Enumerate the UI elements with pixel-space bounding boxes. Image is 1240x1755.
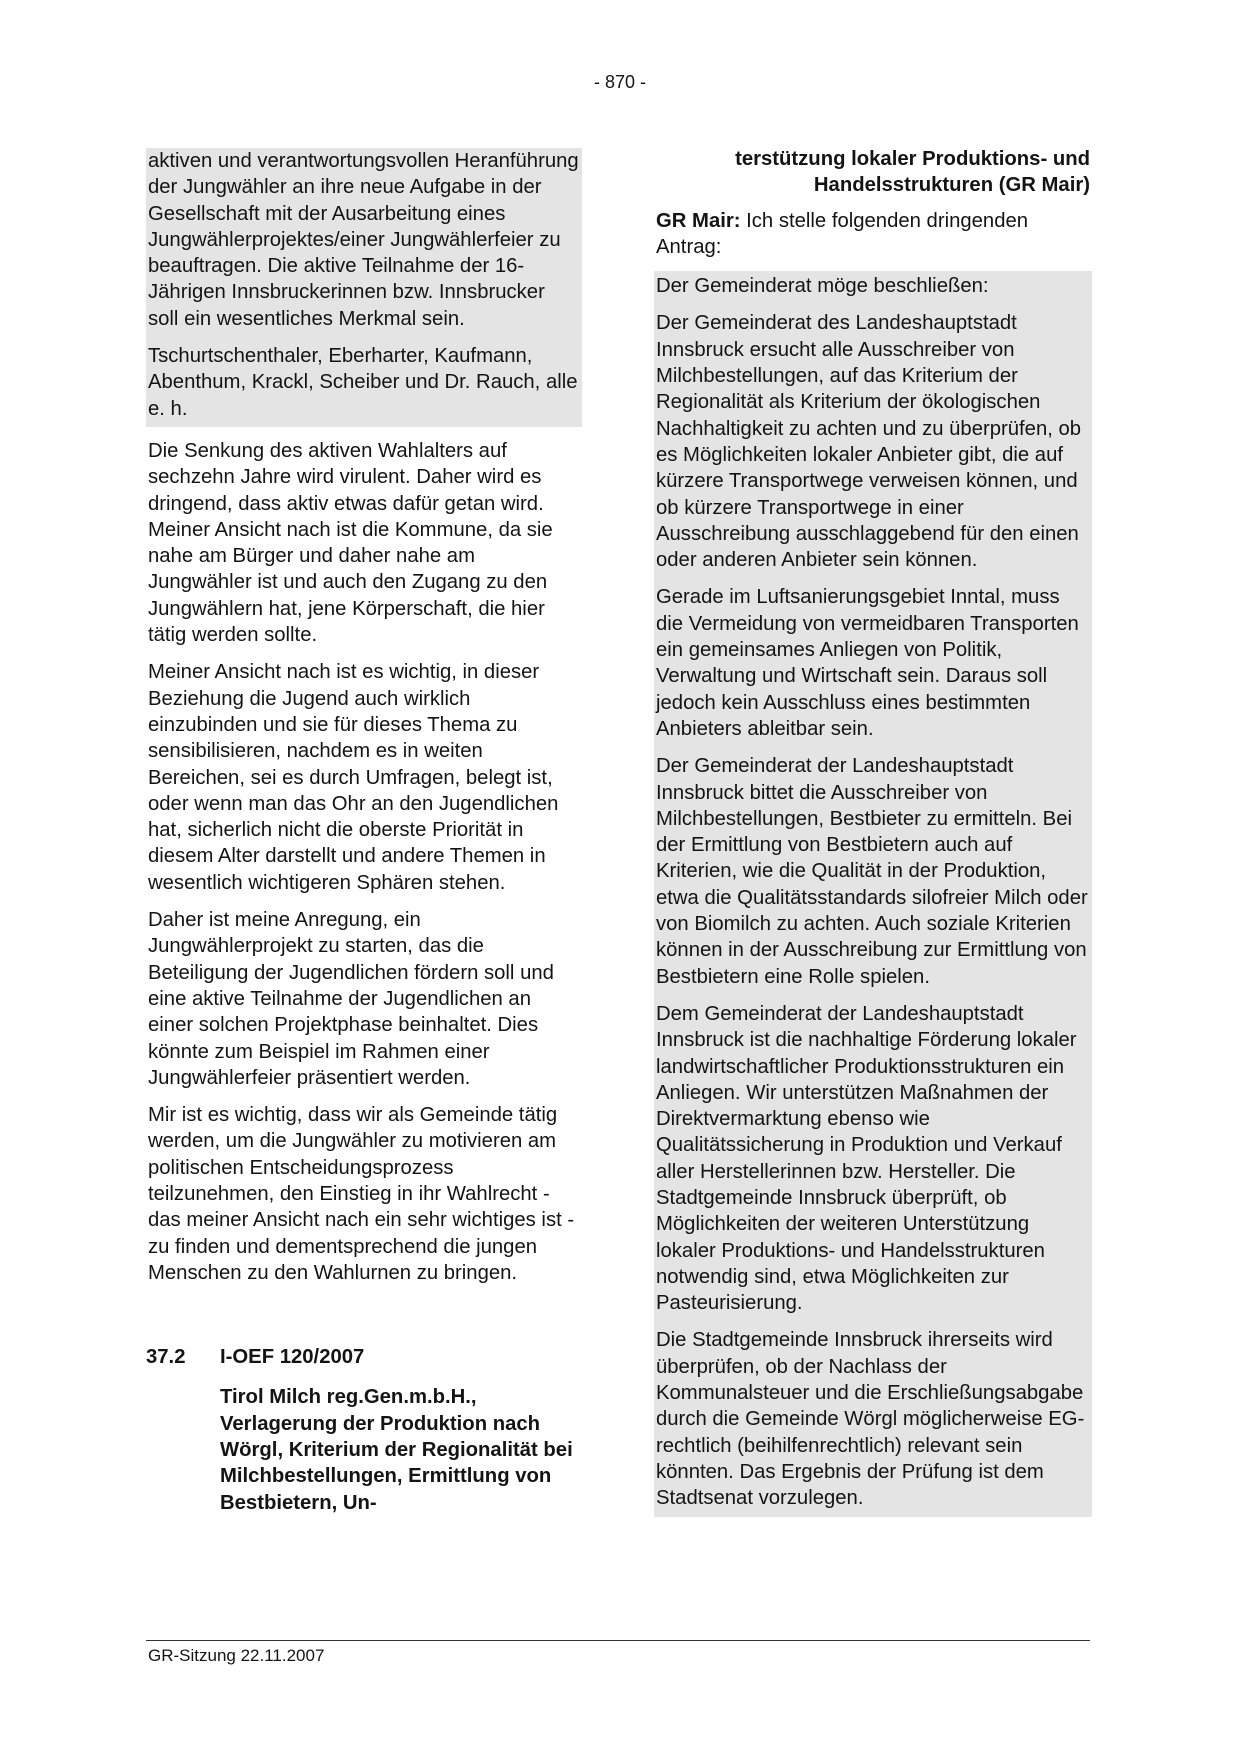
section-title: Tirol Milch reg.Gen.m.b.H., Verlagerung der Produktion nach Wörgl, Kriterium der Regionalität bei Milchbestellungen, Ermittlung von Bestbietern, Un- xyxy=(220,1386,573,1514)
intro-text: Ich stelle folgenden dringenden Antrag: xyxy=(656,209,1029,258)
motion-paragraph: Der Gemeinderat der Landeshauptstadt Innsbruck bittet die Ausschreiber von Milchbestellungen, Bestbieter zu ermitteln. Bei der Ermittlung von Bestbietern auch auf Kriterien, wie die Qualität in der Produktion, etwa die Qualitätsstandards silofreier Milch oder von Biomilch zu achten. Auch soziale Kriterien können in der Ausschreibung zur Ermittlung von Bestbietern eine Rolle spielen. xyxy=(656,755,1088,988)
intro-paragraph xyxy=(654,208,1092,261)
motion-signatories: Tschurtschenthaler, Eberharter, Kaufmann, Abenthum, Krackl, Scheiber und Dr. Rauch, alle e. h. xyxy=(148,345,578,420)
section-heading xyxy=(146,1344,582,1370)
footer-text: GR-Sitzung 22.11.2007 xyxy=(148,1646,325,1665)
motion-paragraph: Der Gemeinderat des Landeshauptstadt Innsbruck ersucht alle Ausschreiber von Milchbestellungen, auf das Kriterium der Regionalität als Kriterium der ökologischen Nachhaltigkeit zu achten und zu überprüfen, ob es Möglichkeiten lokaler Anbieter gibt, die auf kürzere Transportwege verweisen können, und ob kürzere Transportwege in einer Ausschreibung ausschlaggebend für den einen oder anderen Anbieter sein können. xyxy=(656,312,1082,572)
motion-shaded-block xyxy=(654,271,1092,1516)
motion-shaded-block xyxy=(146,148,582,427)
motion-paragraph: Gerade im Luftsanierungsgebiet Inntal, muss die Vermeidung von vermeidbaren Transporten ein gemeinsames Anliegen von Politik, Verwaltung und Wirtschaft sein. Daraus soll jedoch kein Ausschluss eines bestimmten Anbieters ableitbar sein. xyxy=(656,586,1079,740)
section-number: 37.2 xyxy=(146,1346,186,1369)
motion-paragraph: Dem Gemeinderat der Landeshauptstadt Innsbruck ist die nachhaltige Förderung lokaler landwirtschaftlicher Produktionsstrukturen ein Anliegen. Wir unterstützen Maßnahmen der Direktvermarktung ebenso wie Qualitätssicherung in Produktion und Verkauf aller Herstellerinnen bzw. Hersteller. Die Stadtgemeinde Innsbruck überprüft, ob Möglichkeiten der weiteren Unterstützung lokaler Produktions- und Handelsstrukturen notwendig sind, etwa Möglichkeiten zur Pasteurisierung. xyxy=(656,1002,1077,1315)
speaker-name: GR Mair: xyxy=(656,209,741,232)
agenda-section xyxy=(146,1344,582,1516)
footer-divider xyxy=(146,1640,1090,1641)
left-column xyxy=(146,148,582,1516)
page-number: - 870 - xyxy=(593,72,647,92)
paragraph: Die Senkung des aktiven Wahlalters auf sechzehn Jahre wird virulent. Daher wird es dringend, dass aktiv etwas dafür getan wird. Meiner Ansicht nach ist die Kommune, da sie nahe am Bürger und daher nahe am Jungwähler ist und auch den Zugang zu den Jungwählern hat, jene Körperschaft, die hier tätig werden sollte. xyxy=(148,439,553,647)
paragraph: Daher ist meine Anregung, ein Jungwählerprojekt zu starten, das die Beteiligung der Jugendlichen fördern soll und eine aktive Teilnahme der Jugendlichen an einer solchen Projektphase beinhaltet. Dies könnte zum Beispiel im Rahmen einer Jungwählerfeier präsentiert werden. xyxy=(148,909,554,1089)
motion-text: aktiven und verantwortungsvollen Heranführung der Jungwähler an ihre neue Aufgabe in der Gesellschaft mit der Ausarbeitung eines Jungwählerprojektes/einer Jungwählerfeier zu beauftragen. Die aktive Teilnahme der 16-Jährigen Innsbruckerinnen bzw. Innsbrucker soll ein wesentliches Merkmal sein. xyxy=(148,150,579,330)
section-title-continued: terstützung lokaler Produktions- und Handelsstrukturen (GR Mair) xyxy=(735,148,1090,197)
paragraph: Meiner Ansicht nach ist es wichtig, in dieser Beziehung die Jugend auch wirklich einzubinden und sie für dieses Thema zu sensibilisieren, nachdem es in weiten Bereichen, sei es durch Umfragen, belegt ist, oder wenn man das Ohr an den Jugendlichen hat, sicherlich nicht die oberste Priorität in diesem Alter darstellt und andere Themen in wesentlich wichtigeren Sphären stehen. xyxy=(148,661,559,894)
paragraph: Mir ist es wichtig, dass wir als Gemeinde tätig werden, um die Jungwähler zu motivieren am politischen Entscheidungsprozess teilzunehmen, den Einstieg in ihr Wahlrecht - das meiner Ansicht nach ein sehr wichtiges ist - zu finden und dementsprechend die jungen Menschen zu den Wahlurnen zu bringen. xyxy=(148,1104,575,1284)
motion-paragraph: Der Gemeinderat möge beschließen: xyxy=(656,275,989,298)
right-column xyxy=(654,146,1092,1517)
section-code: I-OEF 120/2007 xyxy=(220,1346,365,1369)
motion-paragraph: Die Stadtgemeinde Innsbruck ihrerseits wird überprüfen, ob der Nachlass der Kommunalsteuer und die Erschließungsabgabe durch die Gemeinde Wörgl möglicherweise EG-rechtlich (beihilfenrechtlich) relevant sein könnten. Das Ergebnis der Prüfung ist dem Stadtsenat vorzulegen. xyxy=(656,1329,1085,1510)
